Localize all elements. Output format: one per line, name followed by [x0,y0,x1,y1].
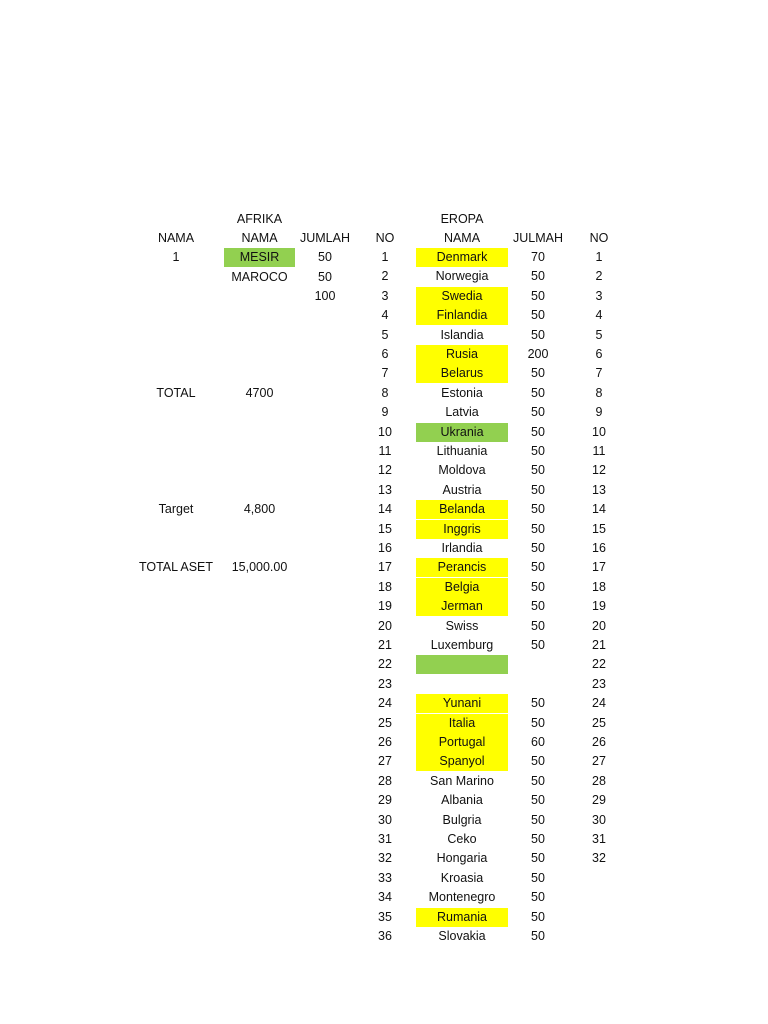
europe-row-no: 26 [378,735,392,749]
europe-row-qty: 70 [531,250,545,264]
europe-row-name: Irlandia [441,541,483,555]
header-afrika-nama: NAMA [241,231,278,245]
europe-row-qty: 50 [531,929,545,943]
europe-row-name: Yunani [416,694,508,713]
europe-row-no-right: 24 [592,696,606,710]
europe-row-no-right [578,908,620,927]
europe-row-qty: 50 [531,871,545,885]
europe-row-no: 33 [378,871,392,885]
europe-row-no-right: 32 [592,851,606,865]
europe-row-name: Spanyol [416,752,508,771]
europe-row-qty: 50 [531,308,545,322]
europe-row-no: 36 [378,929,392,943]
europe-row-qty: 50 [531,910,545,924]
europe-row-name: Austria [442,483,482,497]
europe-row-no: 31 [378,832,392,846]
europe-row-name: Hongaria [436,851,488,865]
europe-row-no-right: 30 [592,813,606,827]
afrika-row-label: 1 [172,250,180,264]
europe-row-no-right: 26 [592,735,606,749]
europe-row-no-right: 31 [592,832,606,846]
europe-row-no-right: 21 [592,638,606,652]
header-afrika-jumlah: JUMLAH [299,231,350,245]
europe-row-name: San Marino [430,774,494,788]
europe-row-no: 8 [381,386,389,400]
europe-row-no: 30 [378,813,392,827]
europe-row-no-right: 29 [592,793,606,807]
region-header-eropa: EROPA [440,212,484,226]
europe-row-name: Belarus [416,364,508,383]
afrika-row-qty: 50 [318,250,332,264]
header-eropa-julmah: JULMAH [512,231,563,245]
europe-row-no-right: 7 [595,366,603,380]
europe-row-no: 18 [378,580,392,594]
europe-row-qty: 50 [531,425,545,439]
europe-row-name: Perancis [416,558,508,577]
europe-row-name: Denmark [416,248,508,267]
europe-row-no-right [578,927,620,946]
europe-row-no: 17 [378,560,392,574]
europe-row-qty: 50 [531,754,545,768]
europe-row-qty: 50 [531,851,545,865]
europe-row-no: 29 [378,793,392,807]
europe-row-no-right: 11 [592,444,606,458]
europe-row-no: 32 [378,851,392,865]
europe-row-name: Italia [416,714,508,733]
summary-total-aset-value: 15,000.00 [231,560,288,574]
europe-row-qty: 50 [531,328,545,342]
europe-row-no-right: 1 [595,250,603,264]
europe-row-name: Inggris [416,520,508,539]
europe-row-no: 24 [378,696,392,710]
europe-row-no-right: 9 [595,405,603,419]
europe-row-name: Kroasia [440,871,484,885]
europe-row-name: Belanda [416,500,508,519]
header-eropa-no-right: NO [589,231,609,245]
europe-row-no: 9 [381,405,389,419]
europe-row-name [416,655,508,674]
europe-row-no-right: 22 [592,657,606,671]
europe-row-name: Swedia [416,287,508,306]
europe-row-no: 16 [378,541,392,555]
europe-row-no-right: 23 [592,677,606,691]
europe-row-no-right [578,869,620,888]
europe-row-qty: 50 [531,386,545,400]
europe-row-qty: 50 [531,366,545,380]
europe-row-no-right: 5 [595,328,603,342]
europe-row-name: Belgia [416,578,508,597]
europe-row-no-right: 15 [592,522,606,536]
europe-row-name: Estonia [441,386,483,400]
europe-row-no: 10 [378,425,392,439]
summary-total-aset-label: TOTAL ASET [138,560,214,574]
europe-row-no-right [578,888,620,907]
summary-target-label: Target [158,502,194,516]
europe-row-no-right: 3 [595,289,603,303]
europe-row-qty: 50 [531,599,545,613]
europe-row-no: 11 [378,444,392,458]
europe-row-no: 2 [381,269,389,283]
europe-row-no-right: 25 [592,716,606,730]
europe-row-no: 6 [381,347,389,361]
europe-row-no: 22 [378,657,392,671]
europe-row-qty: 50 [531,483,545,497]
europe-row-name: Rusia [416,345,508,364]
europe-row-name: Ceko [447,832,477,846]
europe-row-no: 35 [378,910,392,924]
europe-row-qty: 50 [531,405,545,419]
region-header-afrika: AFRIKA [236,212,283,226]
europe-row-name: Bulgria [442,813,482,827]
europe-row-no-right: 28 [592,774,606,788]
europe-row-no: 27 [378,754,392,768]
europe-row-no-right: 8 [595,386,603,400]
europe-row-name: Latvia [445,405,479,419]
europe-row-name: Albania [441,793,483,807]
europe-row-no: 12 [378,463,392,477]
afrika-row-name: MAROCO [231,270,288,284]
europe-row-qty: 50 [531,522,545,536]
europe-row-name: Rumania [416,908,508,927]
europe-row-name: Montenegro [428,890,496,904]
header-nama-label: NAMA [157,231,195,245]
europe-row-no-right: 10 [592,425,606,439]
europe-row-no: 13 [378,483,392,497]
afrika-row-qty: 100 [314,289,336,303]
europe-row-qty: 60 [531,735,545,749]
europe-row-qty: 50 [531,560,545,574]
europe-row-name: Ukrania [416,423,508,442]
europe-row-qty: 50 [531,832,545,846]
europe-row-no: 7 [381,366,389,380]
europe-row-no-right: 12 [592,463,606,477]
europe-row-qty: 50 [531,580,545,594]
europe-row-no-right: 14 [592,502,606,516]
europe-row-qty [508,675,568,694]
europe-row-no-right: 4 [595,308,603,322]
europe-row-name: Slovakia [438,929,486,943]
europe-row-qty: 50 [531,638,545,652]
europe-row-name: Moldova [438,463,486,477]
europe-row-no: 34 [378,890,392,904]
europe-row-name: Norwegia [435,269,489,283]
europe-row-qty: 50 [531,269,545,283]
summary-total-value: 4700 [245,386,274,400]
europe-row-qty: 50 [531,502,545,516]
europe-row-no-right: 17 [592,560,606,574]
europe-row-name: Swiss [445,619,479,633]
summary-total-label: TOTAL [156,386,196,400]
europe-row-no-right: 19 [592,599,606,613]
europe-row-no: 28 [378,774,392,788]
afrika-row-qty: 50 [318,270,332,284]
europe-row-no: 14 [378,502,392,516]
afrika-row-name: MESIR [224,248,295,267]
europe-row-qty: 50 [531,890,545,904]
europe-row-name: Portugal [416,733,508,752]
europe-row-name: Finlandia [416,306,508,325]
europe-row-qty: 50 [531,444,545,458]
europe-row-qty: 50 [531,289,545,303]
europe-row-name: Lithuania [436,444,488,458]
summary-target-value: 4,800 [243,502,276,516]
europe-row-no: 20 [378,619,392,633]
europe-row-no: 19 [378,599,392,613]
europe-row-no-right: 16 [592,541,606,555]
europe-row-no-right: 6 [595,347,603,361]
europe-row-no-right: 20 [592,619,606,633]
europe-row-qty: 50 [531,619,545,633]
europe-row-name: Jerman [416,597,508,616]
europe-row-qty: 50 [531,774,545,788]
europe-row-no: 3 [381,289,389,303]
europe-row-no: 1 [381,250,389,264]
europe-row-name [416,675,508,694]
europe-row-no: 25 [378,716,392,730]
europe-row-name: Islandia [440,328,484,342]
europe-row-name: Luxemburg [430,638,494,652]
europe-row-no: 21 [378,638,392,652]
europe-row-no: 4 [381,308,389,322]
europe-row-qty [508,655,568,674]
europe-row-no-right: 27 [592,754,606,768]
europe-row-no: 23 [378,677,392,691]
europe-row-no: 5 [381,328,389,342]
europe-row-qty: 50 [531,716,545,730]
europe-row-qty: 50 [531,696,545,710]
europe-row-no: 15 [378,522,392,536]
europe-row-qty: 50 [531,541,545,555]
europe-row-qty: 50 [531,463,545,477]
europe-row-no-right: 2 [595,269,603,283]
europe-row-no-right: 13 [592,483,606,497]
europe-row-qty: 50 [531,793,545,807]
europe-row-no-right: 18 [592,580,606,594]
header-eropa-no: NO [375,231,395,245]
europe-row-qty: 50 [531,813,545,827]
europe-row-qty: 200 [527,347,549,361]
header-eropa-nama: NAMA [443,231,481,245]
